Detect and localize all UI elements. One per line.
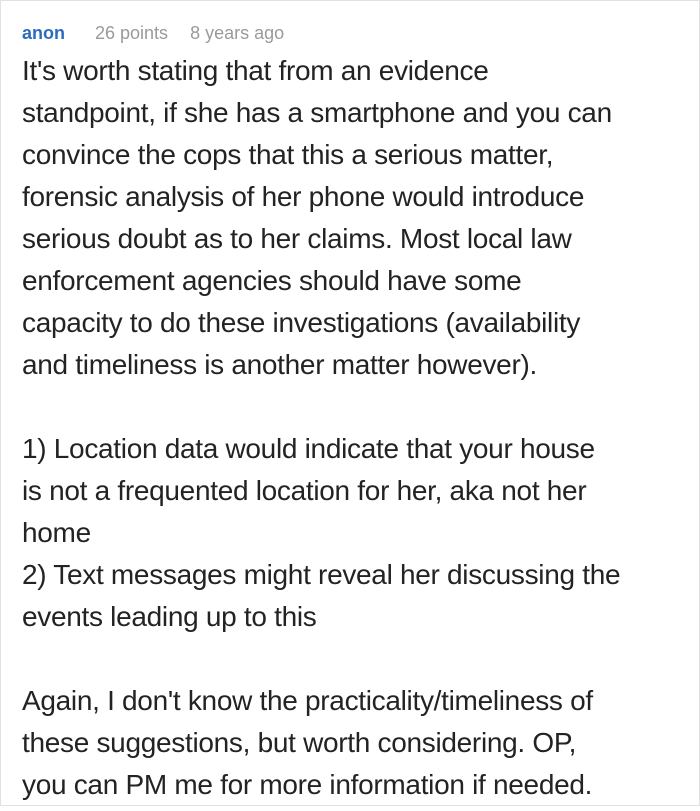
comment-body-line: It's worth stating that from an evidence [22, 55, 489, 86]
comment-body-line: convince the cops that this a serious matter, [22, 139, 554, 170]
comment-body-line: capacity to do these investigations (availability [22, 307, 581, 338]
comment-body-line: you can PM me for more information if needed. [22, 769, 593, 800]
comment-author-link[interactable]: anon [22, 23, 65, 43]
comment-body-line: these suggestions, but worth considering. OP, [22, 727, 577, 758]
comment-body-line [22, 638, 680, 680]
comment-body-line: forensic analysis of her phone would introduce [22, 181, 585, 212]
comment-body-line: standpoint, if she has a smartphone and you can [22, 97, 612, 128]
comment-timestamp: 8 years ago [190, 23, 285, 43]
comment-body-line: home [22, 517, 91, 548]
comment-body-line: 1) Location data would indicate that your house [22, 433, 595, 464]
comment-body-line: is not a frequented location for her, aka not her [22, 475, 587, 506]
comment-body [22, 50, 680, 806]
comment-body-line: enforcement agencies should have some [22, 265, 522, 296]
comment-body-line: Again, I don't know the practicality/timeliness of [22, 685, 593, 716]
comment-points: 26 points [95, 23, 169, 43]
comment-header [22, 22, 680, 45]
comment-body-line: serious doubt as to her claims. Most local law [22, 223, 572, 254]
comment-body-line: and timeliness is another matter however). [22, 349, 537, 380]
comment-body-line: 2) Text messages might reveal her discussing the [22, 559, 621, 590]
comment-body-line: events leading up to this [22, 601, 317, 632]
comment-body-line [22, 386, 680, 428]
